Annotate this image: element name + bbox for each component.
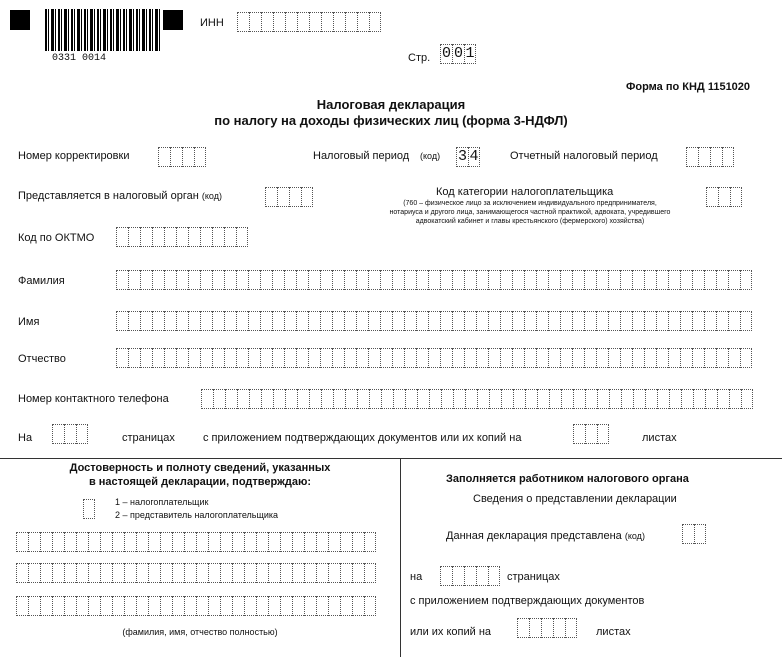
- corner-marker-left: [10, 10, 30, 30]
- fio-note: (фамилия, имя, отчество полностью): [122, 627, 278, 637]
- reporting-period-field[interactable]: [686, 147, 734, 167]
- taxpayer-category-label: Код категории налогоплательщика: [436, 186, 614, 198]
- taxpayer-category-note1: (760 – физическое лицо за исключением индивидуального предпринимателя,: [403, 200, 657, 207]
- patronymic-field[interactable]: [116, 348, 752, 368]
- right-pages-field[interactable]: [440, 566, 500, 586]
- left-heading1: Достоверность и полноту сведений, указанных: [69, 462, 331, 474]
- tax-period-code: (код): [420, 151, 441, 161]
- tax-authority-label: Представляется в налоговый орган (код): [18, 190, 222, 202]
- taxpayer-category-note2: нотариуса и другого лица, занимающегося частной практикой, адвоката, учредившего: [389, 209, 671, 216]
- sheets-field[interactable]: [573, 424, 609, 444]
- oktmo-label: Код по ОКТМО: [18, 232, 95, 244]
- right-or-copies: или их копий на: [410, 626, 492, 638]
- barcode: [45, 9, 160, 51]
- right-with-docs: с приложением подтверждающих документов: [410, 595, 645, 607]
- right-subheading: Сведения о представлении декларации: [473, 493, 677, 505]
- section-divider: [0, 458, 782, 459]
- barcode-number: 0331 0014: [52, 53, 107, 64]
- right-heading: Заполняется работником налогового органа: [446, 473, 689, 485]
- inn-label: ИНН: [200, 17, 224, 29]
- tax-period-field[interactable]: 3 4: [457, 148, 479, 165]
- oktmo-field[interactable]: [116, 227, 248, 247]
- correction-number-field[interactable]: [158, 147, 206, 167]
- surname-field[interactable]: [116, 270, 752, 290]
- surname-label: Фамилия: [18, 275, 65, 287]
- sheets-label: листах: [642, 432, 677, 444]
- fio-line1-field[interactable]: [16, 532, 376, 552]
- patronymic-label: Отчество: [18, 353, 66, 365]
- page-label: Стр.: [408, 52, 431, 64]
- tax-period-label: Налоговый период: [313, 150, 410, 162]
- page-field[interactable]: 0 0 1: [441, 45, 475, 62]
- title-line2: по налогу на доходы физических лиц (форма 3-НДФЛ): [214, 113, 568, 128]
- column-divider: [400, 458, 401, 657]
- name-label: Имя: [18, 316, 40, 328]
- phone-field[interactable]: [201, 389, 753, 409]
- taxpayer-category-field[interactable]: [706, 187, 742, 207]
- correction-number-label: Номер корректировки: [18, 150, 130, 162]
- pages-field[interactable]: [52, 424, 88, 444]
- name-field[interactable]: [116, 311, 752, 331]
- right-on-label: на: [410, 571, 423, 583]
- left-heading2: в настоящей декларации, подтверждаю:: [88, 476, 312, 488]
- option2: 2 – представитель налогоплательщика: [115, 510, 279, 520]
- right-sheets-field[interactable]: [517, 618, 577, 638]
- signer-type-field[interactable]: [83, 499, 95, 519]
- taxpayer-category-note3: адвокатский кабинет и главы крестьянского (фермерского) хозяйства): [415, 218, 645, 225]
- fio-line2-field[interactable]: [16, 563, 376, 583]
- form-knd: Форма по КНД 1151020: [626, 81, 751, 93]
- title-line1: Налоговая декларация: [316, 97, 466, 112]
- presented-field[interactable]: [682, 524, 706, 544]
- inn-field[interactable]: [237, 12, 381, 32]
- right-pages-label: страницах: [507, 571, 560, 583]
- reporting-period-label: Отчетный налоговый период: [510, 150, 658, 162]
- on-label: На: [18, 432, 33, 444]
- with-docs-label: с приложением подтверждающих документов или их копий на: [203, 432, 522, 444]
- tax-authority-field[interactable]: [265, 187, 313, 207]
- pages-label: страницах: [122, 432, 175, 444]
- corner-marker-right: [163, 10, 183, 30]
- option1: 1 – налогоплательщик: [115, 497, 209, 507]
- right-sheets-label: листах: [596, 626, 631, 638]
- presented-label: Данная декларация представлена (код): [446, 530, 645, 542]
- phone-label: Номер контактного телефона: [18, 393, 169, 405]
- fio-line3-field[interactable]: [16, 596, 376, 616]
